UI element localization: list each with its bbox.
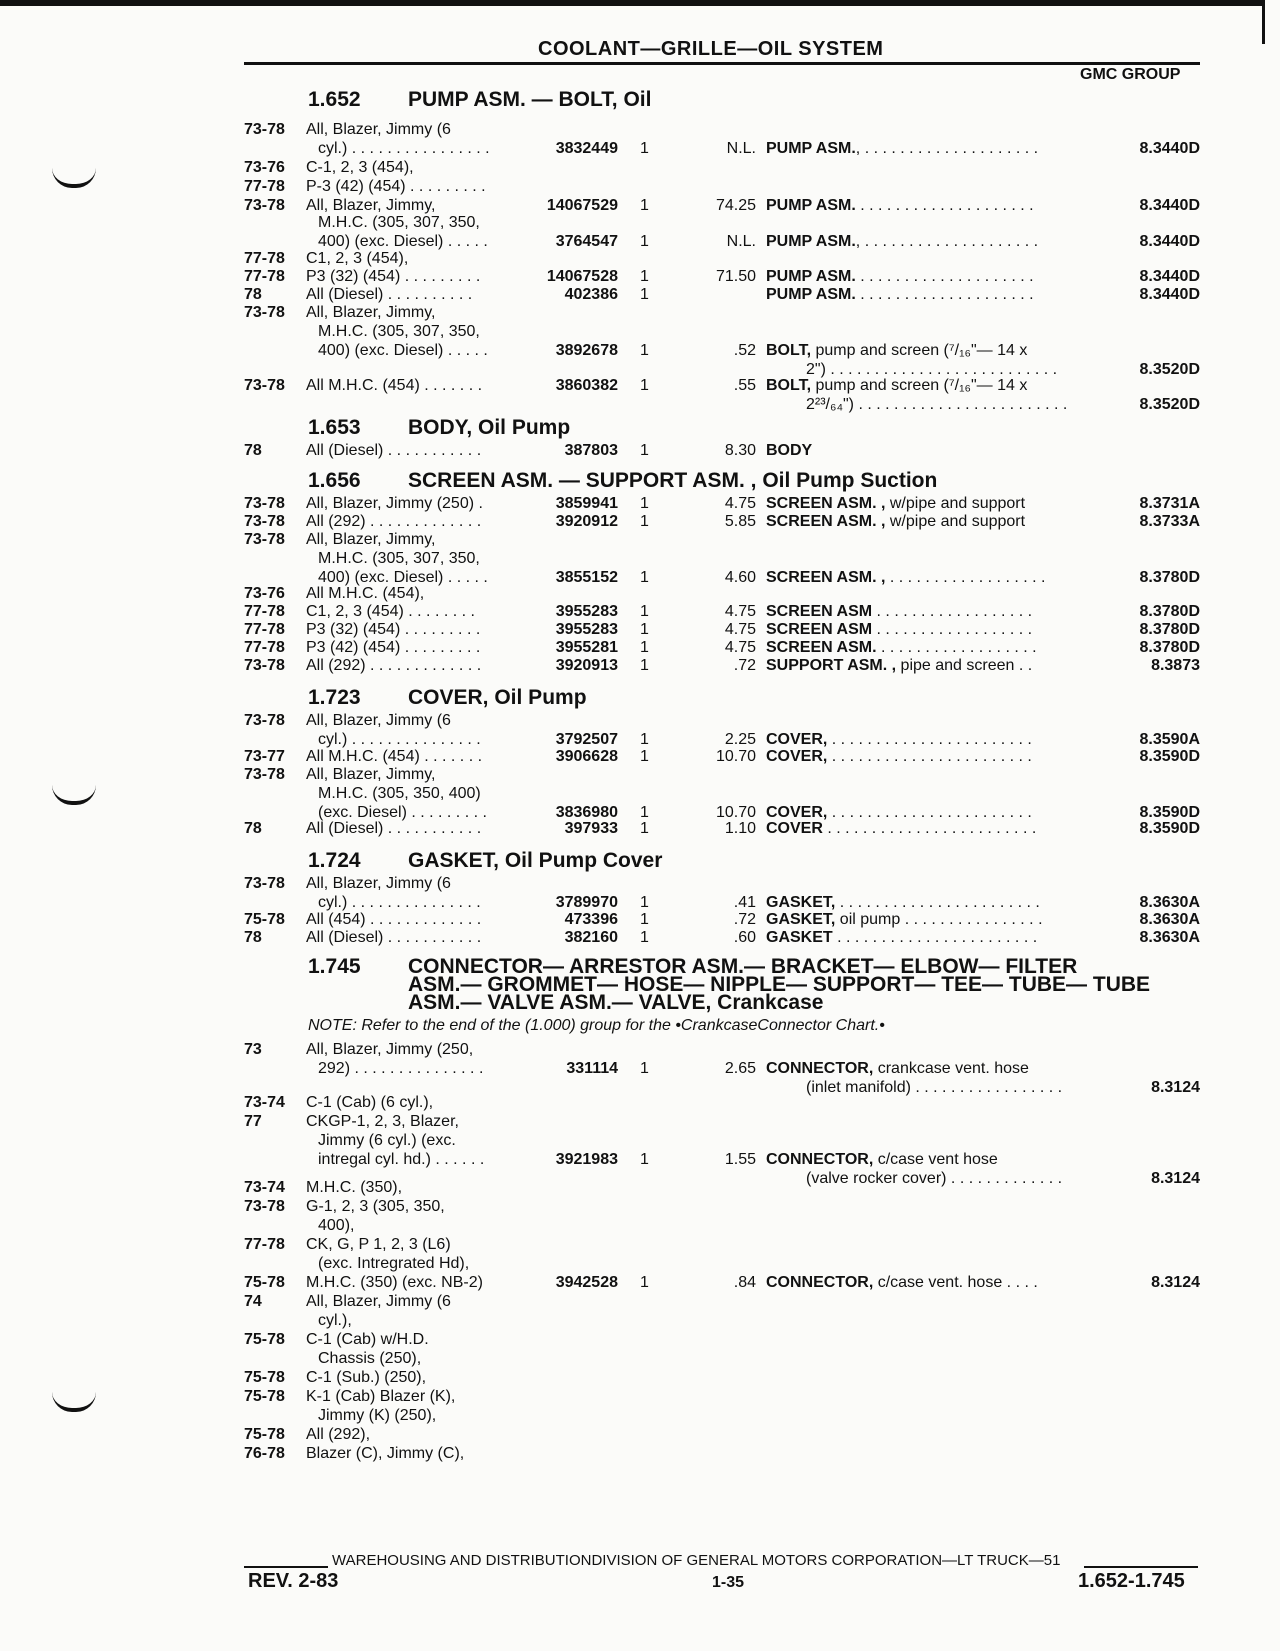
application: P3 (32) (454) . . . . . . . . . xyxy=(306,268,481,285)
catalog-code: 8.3124 xyxy=(1151,1079,1200,1096)
model-years: 73-78 xyxy=(244,712,285,729)
application: All, Blazer, Jimmy (250) . xyxy=(306,495,483,512)
description xyxy=(766,928,1086,947)
application: C-1 (Cab) (6 cyl.), xyxy=(306,1094,434,1111)
application: (exc. Diesel) . . . . . . . . . xyxy=(318,804,487,821)
description-detail: . . . . . . . . . . . . . . . . . . . . . . . xyxy=(827,748,1032,765)
model-years: 78 xyxy=(244,820,262,837)
part-number: 387803 xyxy=(564,442,618,459)
application: All M.H.C. (454), xyxy=(306,585,425,602)
quantity: 1 xyxy=(640,911,649,928)
quantity: 1 xyxy=(640,731,649,748)
section-title: BODY, Oil Pump xyxy=(408,416,571,439)
price: .60 xyxy=(733,929,756,946)
group-label: GMC GROUP xyxy=(1080,66,1181,83)
catalog-code: 8.3590D xyxy=(1139,804,1200,821)
section-title-line: ASM.— VALVE ASM.— VALVE, Crankcase xyxy=(408,991,824,1014)
catalog-code: 8.3630A xyxy=(1139,894,1200,911)
model-years: 77-78 xyxy=(244,268,285,285)
model-years: 77-78 xyxy=(244,250,285,267)
description-name: BOLT, xyxy=(766,377,812,394)
price: 5.85 xyxy=(724,513,756,530)
quantity: 1 xyxy=(640,657,649,674)
footer-rule-left xyxy=(244,1566,328,1568)
application: All, Blazer, Jimmy (6 xyxy=(306,121,451,138)
application: cyl.) . . . . . . . . . . . . . . . . xyxy=(318,140,490,157)
application: M.H.C. (350) (exc. NB-2) xyxy=(306,1274,483,1291)
model-years: 77-78 xyxy=(244,603,285,620)
catalog-code: 8.3630A xyxy=(1139,911,1200,928)
page-number: 1-35 xyxy=(712,1574,745,1591)
price: 8.30 xyxy=(724,442,756,459)
model-years: 73-76 xyxy=(244,159,285,176)
quantity: 1 xyxy=(640,804,649,821)
catalog-code: 8.3590D xyxy=(1139,820,1200,837)
binder-hole-mark xyxy=(52,168,96,188)
description-name: PUMP ASM. xyxy=(766,286,856,303)
catalog-code: 8.3520D xyxy=(1139,396,1200,413)
part-number: 402386 xyxy=(564,286,618,303)
application: M.H.C. (305, 307, 350, xyxy=(318,323,480,340)
section-title: COVER, Oil Pump xyxy=(408,686,587,709)
application: C-1, 2, 3 (454), xyxy=(306,159,414,176)
model-years: 73-78 xyxy=(244,513,285,530)
section-number: 1.656 xyxy=(308,469,361,492)
application: P3 (32) (454) . . . . . . . . . xyxy=(306,621,481,638)
section-number: 1.745 xyxy=(308,955,361,978)
description-name: GASKET, xyxy=(766,894,836,911)
description xyxy=(766,656,1086,675)
model-years: 77 xyxy=(244,1113,262,1130)
application: All, Blazer, Jimmy (6 xyxy=(306,1293,451,1310)
application: All (Diesel) . . . . . . . . . . . xyxy=(306,929,482,946)
quantity: 1 xyxy=(640,140,649,157)
quantity: 1 xyxy=(640,929,649,946)
description-detail: . . . . . . . . . . . . . . . . . . . . . . . xyxy=(832,929,1038,946)
application: CKGP-1, 2, 3, Blazer, xyxy=(306,1113,459,1130)
quantity: 1 xyxy=(640,1060,649,1077)
description-continuation: 2") . . . . . . . . . . . . . . . . . . . . . . . . . . xyxy=(806,361,1058,378)
application: M.H.C. (305, 350, 400) xyxy=(318,785,481,802)
description xyxy=(766,602,1086,621)
model-years: 73-78 xyxy=(244,197,285,214)
description-name: BODY xyxy=(766,442,813,459)
price: 2.25 xyxy=(724,731,756,748)
footer-rule-right xyxy=(1084,1566,1198,1568)
price: .72 xyxy=(733,911,756,928)
binder-hole-mark xyxy=(52,785,96,805)
description-detail: . . . . . . . . . . . . . . . . . . . . . . . xyxy=(835,894,1040,911)
application: cyl.), xyxy=(318,1312,352,1329)
catalog-code: 8.3780D xyxy=(1139,569,1200,586)
price: N.L. xyxy=(726,233,756,250)
model-years: 78 xyxy=(244,286,262,303)
catalog-code: 8.3630A xyxy=(1139,929,1200,946)
description xyxy=(766,747,1086,766)
description-name: CONNECTOR, xyxy=(766,1274,874,1291)
section-title: SCREEN ASM. — SUPPORT ASM. , Oil Pump Suction xyxy=(408,469,938,492)
section-title-line: ASM.— GROMMET— HOSE— NIPPLE— SUPPORT— TEE— TUBE— TUBE xyxy=(408,973,1151,996)
price: .72 xyxy=(733,657,756,674)
description-name: GASKET xyxy=(766,929,833,946)
footer-division: WAREHOUSING AND DISTRIBUTIONDIVISION OF GENERAL MOTORS CORPORATION—LT TRUCK—51 xyxy=(332,1552,1061,1569)
price: 4.75 xyxy=(724,495,756,512)
description-detail: . . . . . . . . . . . . . . . . . . xyxy=(885,569,1046,586)
page-title: COOLANT—GRILLE—OIL SYSTEM xyxy=(538,38,884,60)
model-years: 73-74 xyxy=(244,1094,285,1111)
price: 71.50 xyxy=(715,268,756,285)
application: All, Blazer, Jimmy, xyxy=(306,766,436,783)
price: .41 xyxy=(733,894,756,911)
model-years: 73-78 xyxy=(244,121,285,138)
model-years: 75-78 xyxy=(244,1388,285,1405)
catalog-code: 8.3440D xyxy=(1139,286,1200,303)
part-number: 3942528 xyxy=(555,1274,618,1291)
model-years: 76-78 xyxy=(244,1445,285,1462)
application: M.H.C. (305, 307, 350, xyxy=(318,214,480,231)
section-number: 1.723 xyxy=(308,686,361,709)
part-number: 3859941 xyxy=(555,495,618,512)
model-years: 73-74 xyxy=(244,1179,285,1196)
price: 4.75 xyxy=(724,603,756,620)
application: M.H.C. (350), xyxy=(306,1179,403,1196)
application: C-1 (Sub.) (250), xyxy=(306,1369,427,1386)
description-detail: pump and screen (⁷/₁₆"— 14 x xyxy=(811,377,1028,394)
description xyxy=(766,1150,1086,1169)
catalog-code: 8.3440D xyxy=(1139,268,1200,285)
quantity: 1 xyxy=(640,820,649,837)
description-name: COVER, xyxy=(766,731,828,748)
catalog-code: 8.3124 xyxy=(1151,1170,1200,1187)
description xyxy=(766,494,1086,513)
part-number: 3832449 xyxy=(555,140,618,157)
description-detail: pump and screen (⁷/₁₆"— 14 x xyxy=(811,342,1028,359)
catalog-code: 8.3440D xyxy=(1139,140,1200,157)
section-title: GASKET, Oil Pump Cover xyxy=(408,849,663,872)
part-number: 3892678 xyxy=(555,342,618,359)
description-detail: . . . . . . . . . . . . . . . . . . . . . . . . xyxy=(822,820,1037,837)
description-detail: , . . . . . . . . . . . . . . . . . . . . xyxy=(855,140,1039,157)
application: 292) . . . . . . . . . . . . . . . xyxy=(318,1060,484,1077)
description-name: PUMP ASM. xyxy=(766,233,856,250)
model-years: 73-76 xyxy=(244,585,285,602)
application: CK, G, P 1, 2, 3 (L6) xyxy=(306,1236,451,1253)
description xyxy=(766,1059,1086,1078)
application: cyl.) . . . . . . . . . . . . . . . xyxy=(318,731,481,748)
application: Blazer (C), Jimmy (C), xyxy=(306,1445,465,1462)
description-name: BOLT, xyxy=(766,342,812,359)
application: All, Blazer, Jimmy (6 xyxy=(306,875,451,892)
application: All (292) . . . . . . . . . . . . . xyxy=(306,513,482,530)
description-detail: . . . . . . . . . . . . . . . . . . xyxy=(872,603,1033,620)
application: All, Blazer, Jimmy, xyxy=(306,197,436,214)
description-name: PUMP ASM. xyxy=(766,197,856,214)
description-continuation: 2²³/₆₄") . . . . . . . . . . . . . . . . . . . . . . . . xyxy=(806,396,1068,413)
description-name: PUMP ASM. xyxy=(766,268,856,285)
section-number: 1.724 xyxy=(308,849,361,872)
quantity: 1 xyxy=(640,748,649,765)
part-number: 3906628 xyxy=(555,748,618,765)
description-detail: pipe and screen . . xyxy=(896,657,1033,674)
description xyxy=(766,376,1086,395)
part-number: 3921983 xyxy=(555,1151,618,1168)
part-number: 3764547 xyxy=(555,233,618,250)
application: All (Diesel) . . . . . . . . . . . xyxy=(306,820,482,837)
quantity: 1 xyxy=(640,1151,649,1168)
description-continuation: (valve rocker cover) . . . . . . . . . . . . . xyxy=(806,1170,1063,1187)
catalog-code: 8.3873 xyxy=(1151,657,1200,674)
catalog-code: 8.3440D xyxy=(1139,197,1200,214)
model-years: 73-78 xyxy=(244,377,285,394)
catalog-code: 8.3124 xyxy=(1151,1274,1200,1291)
model-years: 78 xyxy=(244,442,262,459)
description xyxy=(766,341,1086,360)
price: .52 xyxy=(733,342,756,359)
description xyxy=(766,267,1086,286)
description-name: SCREEN ASM xyxy=(766,621,873,638)
description-detail: w/pipe and support xyxy=(885,495,1026,512)
description xyxy=(766,512,1086,531)
catalog-code: 8.3780D xyxy=(1139,621,1200,638)
catalog-code: 8.3440D xyxy=(1139,233,1200,250)
application: intregal cyl. hd.) . . . . . . xyxy=(318,1151,485,1168)
description-name: SCREEN ASM xyxy=(766,603,873,620)
description xyxy=(766,441,1086,460)
description-name: COVER, xyxy=(766,748,828,765)
price: 4.75 xyxy=(724,639,756,656)
part-number: 3920913 xyxy=(555,657,618,674)
description-detail: . . . . . . . . . . . . . . . . . . xyxy=(876,639,1037,656)
section-number: 1.652 xyxy=(308,88,361,111)
model-years: 77-78 xyxy=(244,1236,285,1253)
application: 400), xyxy=(318,1217,355,1234)
catalog-code: 8.3733A xyxy=(1139,513,1200,530)
application: All (Diesel) . . . . . . . . . . . xyxy=(306,442,482,459)
application: Jimmy (K) (250), xyxy=(318,1407,437,1424)
catalog-code: 8.3520D xyxy=(1139,361,1200,378)
price: 4.60 xyxy=(724,569,756,586)
catalog-code: 8.3780D xyxy=(1139,603,1200,620)
application: C1, 2, 3 (454), xyxy=(306,250,409,267)
description xyxy=(766,910,1086,929)
quantity: 1 xyxy=(640,268,649,285)
description-name: CONNECTOR, xyxy=(766,1060,874,1077)
description-detail: . . . . . . . . . . . . . . . . . . . . xyxy=(855,268,1034,285)
description-detail: . . . . . . . . . . . . . . . . . . . . . . . xyxy=(827,731,1032,748)
description-detail: c/case vent hose xyxy=(873,1151,998,1168)
quantity: 1 xyxy=(640,621,649,638)
quantity: 1 xyxy=(640,377,649,394)
price: 2.65 xyxy=(724,1060,756,1077)
quantity: 1 xyxy=(640,197,649,214)
application: All M.H.C. (454) . . . . . . . xyxy=(306,377,483,394)
description-detail: oil pump . . . . . . . . . . . . . . . . xyxy=(835,911,1043,928)
description xyxy=(766,139,1086,158)
section-title: PUMP ASM. — BOLT, Oil xyxy=(408,88,652,111)
description xyxy=(766,568,1086,587)
quantity: 1 xyxy=(640,233,649,250)
description-detail: . . . . . . . . . . . . . . . . . . xyxy=(872,621,1033,638)
price: 1.10 xyxy=(724,820,756,837)
description-name: SCREEN ASM. xyxy=(766,639,877,656)
application: All (Diesel) . . . . . . . . . . xyxy=(306,286,473,303)
part-number: 473396 xyxy=(564,911,618,928)
description-detail: . . . . . . . . . . . . . . . . . . . . xyxy=(855,197,1034,214)
model-years: 77-78 xyxy=(244,178,285,195)
part-number: 14067528 xyxy=(546,268,618,285)
description-name: SCREEN ASM. , xyxy=(766,569,886,586)
model-years: 77-78 xyxy=(244,639,285,656)
application: C-1 (Cab) w/H.D. xyxy=(306,1331,429,1348)
price: .55 xyxy=(733,377,756,394)
part-number: 3955283 xyxy=(555,621,618,638)
part-number: 3789970 xyxy=(555,894,618,911)
model-years: 73-78 xyxy=(244,766,285,783)
binder-hole-mark xyxy=(52,1392,96,1412)
description-detail: . . . . . . . . . . . . . . . . . . . . xyxy=(855,286,1034,303)
model-years: 75-78 xyxy=(244,1274,285,1291)
application: Chassis (250), xyxy=(318,1350,422,1367)
application: All, Blazer, Jimmy, xyxy=(306,304,436,321)
application: P3 (42) (454) . . . . . . . . . xyxy=(306,639,481,656)
part-number: 397933 xyxy=(564,820,618,837)
price: 1.55 xyxy=(724,1151,756,1168)
quantity: 1 xyxy=(640,894,649,911)
description-name: COVER, xyxy=(766,804,828,821)
description-detail: crankcase vent. hose xyxy=(873,1060,1029,1077)
model-years: 75-78 xyxy=(244,1331,285,1348)
model-years: 77-78 xyxy=(244,621,285,638)
model-years: 73-78 xyxy=(244,657,285,674)
description-name: GASKET, xyxy=(766,911,836,928)
catalog-code: 8.3590A xyxy=(1139,731,1200,748)
part-number: 331114 xyxy=(566,1060,618,1077)
catalog-code: 8.3590D xyxy=(1139,748,1200,765)
application: (exc. Intregrated Hd), xyxy=(318,1255,470,1272)
model-years: 73 xyxy=(244,1041,262,1058)
quantity: 1 xyxy=(640,286,649,303)
application: 400) (exc. Diesel) . . . . . xyxy=(318,342,488,359)
catalog-code: 8.3731A xyxy=(1139,495,1200,512)
description-name: CONNECTOR, xyxy=(766,1151,874,1168)
application: C1, 2, 3 (454) . . . . . . . . xyxy=(306,603,475,620)
application: cyl.) . . . . . . . . . . . . . . . xyxy=(318,894,481,911)
description-detail: w/pipe and support xyxy=(885,513,1026,530)
part-number: 382160 xyxy=(564,929,618,946)
price: 10.70 xyxy=(715,804,756,821)
part-number: 3860382 xyxy=(555,377,618,394)
model-years: 73-78 xyxy=(244,304,285,321)
model-years: 75-78 xyxy=(244,1426,285,1443)
model-years: 73-78 xyxy=(244,1198,285,1215)
price: .84 xyxy=(733,1274,756,1291)
header-divider xyxy=(244,62,1200,65)
description xyxy=(766,285,1086,304)
part-number: 3792507 xyxy=(555,731,618,748)
description-name: SCREEN ASM. , xyxy=(766,495,886,512)
model-years: 74 xyxy=(244,1293,262,1310)
description xyxy=(766,1273,1086,1292)
price: 74.25 xyxy=(715,197,756,214)
description-name: SUPPORT ASM. , xyxy=(766,657,897,674)
quantity: 1 xyxy=(640,342,649,359)
model-years: 75-78 xyxy=(244,1369,285,1386)
description-detail: , . . . . . . . . . . . . . . . . . . . . xyxy=(855,233,1039,250)
description xyxy=(766,620,1086,639)
quantity: 1 xyxy=(640,639,649,656)
part-number: 3955283 xyxy=(555,603,618,620)
catalog-code: 8.3780D xyxy=(1139,639,1200,656)
application: 400) (exc. Diesel) . . . . . xyxy=(318,569,488,586)
part-number: 3836980 xyxy=(555,804,618,821)
quantity: 1 xyxy=(640,603,649,620)
description-name: SCREEN ASM. , xyxy=(766,513,886,530)
application: All (292), xyxy=(306,1426,371,1443)
quantity: 1 xyxy=(640,495,649,512)
application: All M.H.C. (454) . . . . . . . xyxy=(306,748,483,765)
price: 10.70 xyxy=(715,748,756,765)
quantity: 1 xyxy=(640,442,649,459)
top-border xyxy=(0,0,1265,6)
description-detail: c/case vent. hose . . . . xyxy=(873,1274,1038,1291)
quantity: 1 xyxy=(640,513,649,530)
section-range: 1.652-1.745 xyxy=(1078,1570,1185,1592)
part-number: 3955281 xyxy=(555,639,618,656)
description xyxy=(766,232,1086,251)
price: N.L. xyxy=(726,140,756,157)
application: M.H.C. (305, 307, 350, xyxy=(318,550,480,567)
description xyxy=(766,196,1086,215)
application: All, Blazer, Jimmy (250, xyxy=(306,1041,474,1058)
part-number: 3920912 xyxy=(555,513,618,530)
application: K-1 (Cab) Blazer (K), xyxy=(306,1388,456,1405)
application: Jimmy (6 cyl.) (exc. xyxy=(318,1132,456,1149)
application: All (292) . . . . . . . . . . . . . xyxy=(306,657,482,674)
description-name: PUMP ASM. xyxy=(766,140,856,157)
description-name: COVER xyxy=(766,820,823,837)
application: 400) (exc. Diesel) . . . . . xyxy=(318,233,488,250)
application: All (454) . . . . . . . . . . . . . xyxy=(306,911,482,928)
quantity: 1 xyxy=(640,569,649,586)
description-continuation: (inlet manifold) . . . . . . . . . . . . . . . . . xyxy=(806,1079,1063,1096)
application: G-1, 2, 3 (305, 350, xyxy=(306,1198,445,1215)
section-title-line: CONNECTOR— ARRESTOR ASM.— BRACKET— ELBOW— FILTER xyxy=(408,955,1078,978)
model-years: 78 xyxy=(244,929,262,946)
application: All, Blazer, Jimmy (6 xyxy=(306,712,451,729)
section-number: 1.653 xyxy=(308,416,361,439)
application: P-3 (42) (454) . . . . . . . . . xyxy=(306,178,486,195)
description xyxy=(766,819,1086,838)
description-detail: . . . . . . . . . . . . . . . . . . . . . . . xyxy=(827,804,1032,821)
right-border xyxy=(1262,0,1265,44)
model-years: 73-78 xyxy=(244,495,285,512)
application: All, Blazer, Jimmy, xyxy=(306,531,436,548)
model-years: 73-78 xyxy=(244,875,285,892)
part-number: 14067529 xyxy=(546,197,618,214)
model-years: 75-78 xyxy=(244,911,285,928)
description xyxy=(766,638,1086,657)
price: 4.75 xyxy=(724,621,756,638)
section-note: NOTE: Refer to the end of the (1.000) group for the •CrankcaseConnector Chart.• xyxy=(308,1017,885,1034)
part-number: 3855152 xyxy=(555,569,618,586)
revision-label: REV. 2-83 xyxy=(248,1570,339,1592)
model-years: 73-78 xyxy=(244,531,285,548)
model-years: 73-77 xyxy=(244,748,285,765)
quantity: 1 xyxy=(640,1274,649,1291)
